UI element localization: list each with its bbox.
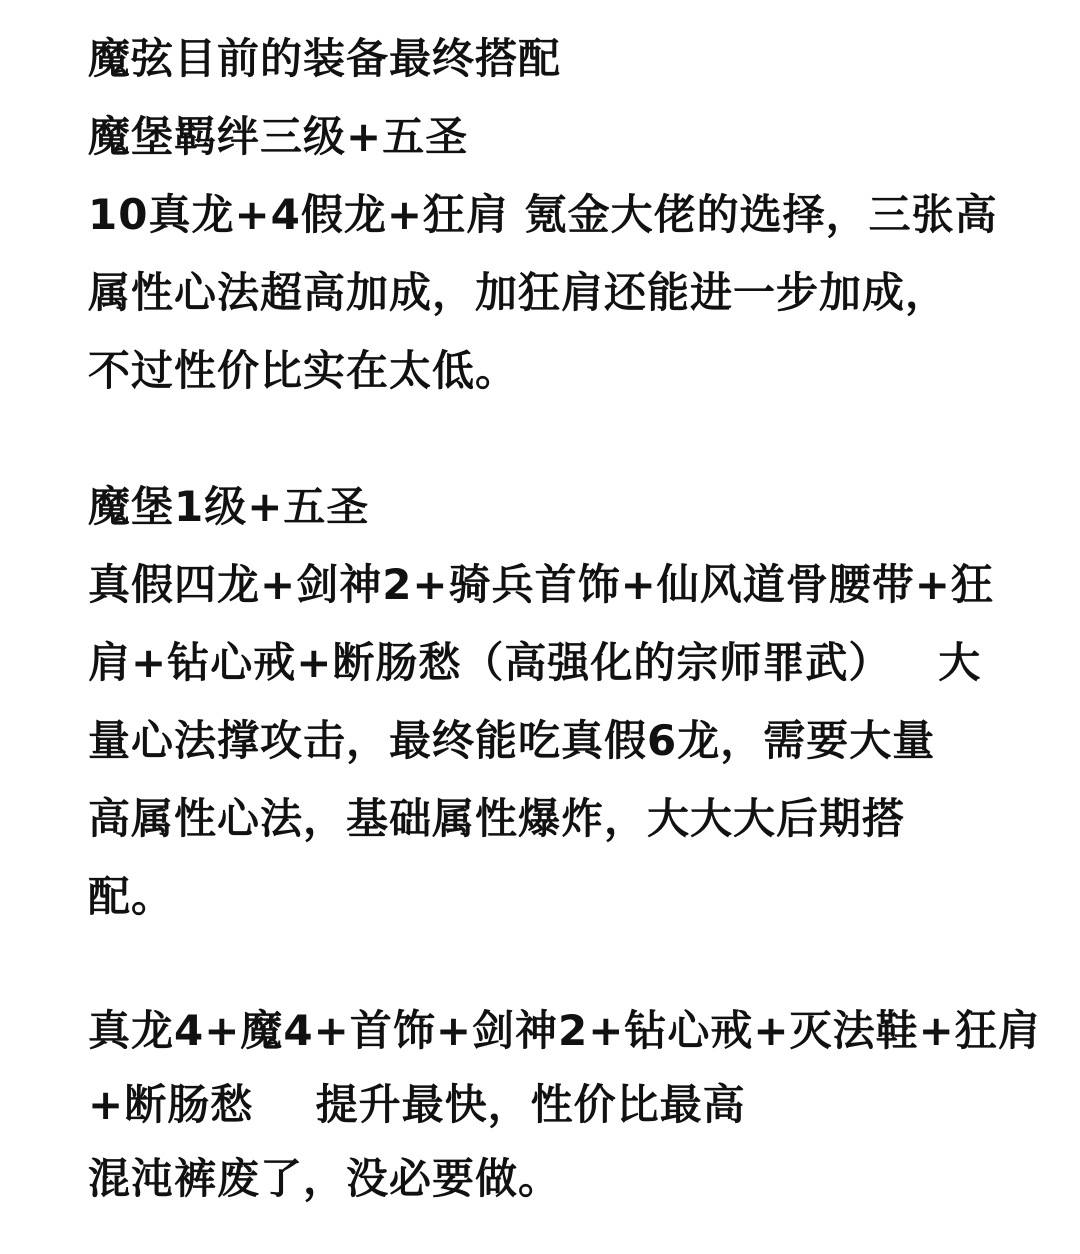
text-line: 魔堡1级+五圣 — [88, 482, 370, 531]
text-line: 量心法撑攻击，最终能吃真假6龙，需要大量 — [88, 716, 936, 765]
paragraph-gap — [88, 410, 998, 468]
section-mobao-level1 — [88, 468, 998, 936]
text-line: 不过性价比实在太低。 — [88, 346, 519, 395]
text-line: 真假四龙+剑神2+骑兵首饰+仙风道骨腰带+狂 — [88, 560, 994, 609]
text-line: +断肠愁 提升最快，性价比最高 — [88, 1080, 746, 1129]
text-line: 真龙4+魔4+首饰+剑神2+钻心戒+灭法鞋+狂肩 — [88, 1006, 1041, 1055]
text-line: 魔堡羁绊三级+五圣 — [88, 112, 469, 161]
text-line: 高属性心法，基础属性爆炸，大大大后期搭 — [88, 794, 906, 843]
paragraph-gap — [88, 936, 998, 994]
text-line: 混沌裤废了，没必要做。 — [88, 1154, 562, 1203]
section-intro — [88, 20, 998, 410]
text-line: 肩+钻心戒+断肠愁（高强化的宗师罪武） 大 — [88, 638, 982, 687]
heading-line: 魔弦目前的装备最终搭配 — [88, 34, 562, 83]
section-fastest-upgrade — [88, 994, 1041, 1216]
text-line: 属性心法超高加成，加狂肩还能进一步加成， — [88, 268, 949, 317]
text-line: 10真龙+4假龙+狂肩 氪金大佬的选择，三张高 — [88, 190, 998, 239]
document-body — [88, 20, 1041, 1216]
text-line: 配。 — [88, 872, 175, 921]
